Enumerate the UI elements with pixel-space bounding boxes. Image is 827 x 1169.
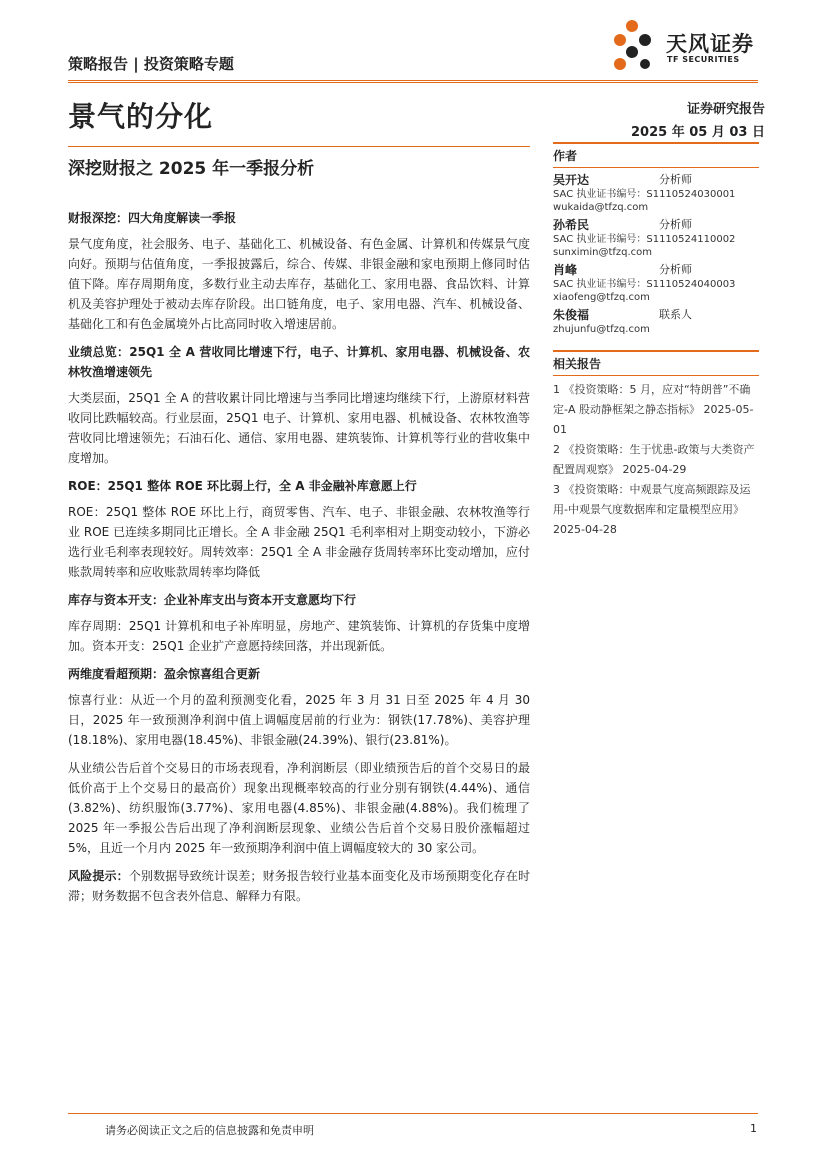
author-name: 肖峰: [553, 263, 578, 277]
logo-mark-icon: [612, 18, 664, 76]
author-card: [553, 172, 759, 214]
author-email[interactable]: wukaida@tfzq.com: [553, 202, 649, 213]
authors-heading: 作者: [553, 142, 759, 168]
author-role: 联系人: [659, 308, 692, 321]
section-paragraph: 景气度角度，社会服务、电子、基础化工、机械设备、有色金属、计算机和传媒景气度向好。预期与估值角度，一季报披露后，综合、传媒、非银金融和家电预期上修同时估值下降。库存周期角度，多数行业主动去库存，基础化工、家用电器、食品饮料、计算机及美容护理处于被动去库存阶段。出口链角度，电子、家用电器、汽车、机械设备、基础化工和有色金属境外占比高同时收入增速居前。: [68, 237, 530, 331]
risk-text: 个别数据导致统计误差；财务报告较行业基本面变化及市场预期变化存在时滞；财务数据不包含表外信息、解释力有限。: [68, 869, 530, 903]
subtitle-divider: [68, 146, 530, 147]
author-name: 吴开达: [553, 173, 590, 187]
author-name: 朱俊福: [553, 308, 590, 322]
section-paragraph: 从业绩公告后首个交易日的市场表现看，净利润断层（即业绩预告后的首个交易日的最低价高于上个交易日的最高价）现象出现概率较高的行业分别有钢铁(4.44%)、通信(3.82%)、纺织服饰(3.77%)、家用电器(4.85%)、非银金融(4.88%)。我们梳理了 2025 年一季报公告后出现了净利润断层现象、业绩公告后首个交易日股价涨幅超过 5%，且近一个月内 2025 年一致预期净利润中值上调幅度较大的 30 家公司。: [68, 761, 530, 855]
report-category: 策略报告 | 投资策略专题: [68, 55, 234, 73]
author-cert: SAC 执业证书编号：S1110524110002: [553, 234, 736, 245]
section-paragraph: 库存周期：25Q1 计算机和电子补库明显，房地产、建筑装饰、计算机的存货集中度增加。资本开支：25Q1 企业扩产意愿持续回落，并出现新低。: [68, 619, 530, 653]
header-divider-secondary: [68, 82, 758, 83]
report-date: 2025 年 05 月 03 日: [631, 125, 765, 140]
report-type: 证券研究报告: [686, 102, 765, 117]
related-report-link[interactable]: 3 《投资策略：中观景气度高频跟踪及运用-中观景气度数据库和定量模型应用》 2025-04-28: [553, 483, 751, 536]
sidebar: [553, 142, 759, 540]
author-card: [553, 262, 759, 304]
section-1: [68, 208, 530, 334]
logo-subtitle: TF SECURITIES: [667, 55, 740, 64]
section-heading: 两维度看超预期：盈余惊喜组合更新: [68, 667, 261, 681]
author-role: 分析师: [659, 173, 692, 186]
footer-divider: [68, 1113, 758, 1114]
section-paragraph: 惊喜行业：从近一个月的盈利预测变化看，2025 年 3 月 31 日至 2025 年 4 月 30 日，2025 年一致预测净利润中值上调幅度居前的行业为：钢铁(17.78%)、美容护理(18.18%)、家用电器(18.45%)、非银金融(24.39%)、银行(23.81%)。: [68, 693, 530, 747]
section-paragraph: ROE：25Q1 整体 ROE 环比上行，商贸零售、汽车、电子、非银金融、农林牧渔等行业 ROE 已连续多期同比正增长。全 A 非金融 25Q1 毛利率相对上期变动较小，下游必选行业毛利率表现较好。周转效率：25Q1 全 A 非金融存货周转率环比变动增加，应付账款周转率和应收账款周转率均降低: [68, 505, 530, 579]
logo-name: 天风证券: [666, 32, 754, 56]
risk-warning: [68, 866, 530, 906]
author-cert: SAC 执业证书编号：S1110524040003: [553, 279, 736, 290]
section-heading: ROE：25Q1 整体 ROE 环比弱上行，全 A 非金融补库意愿上行: [68, 479, 417, 493]
section-2: [68, 342, 530, 468]
section-heading: 业绩总览：25Q1 全 A 营收同比增速下行，电子、计算机、家用电器、机械设备、农林牧渔增速领先: [68, 345, 530, 379]
section-3: [68, 476, 530, 582]
author-email[interactable]: sunximin@tfzq.com: [553, 247, 653, 258]
author-role: 分析师: [659, 263, 692, 276]
section-4: [68, 590, 530, 656]
section-paragraph: 大类层面，25Q1 全 A 的营收累计同比增速与当季同比增速均继续下行，上游原材料营收同比跌幅较高。行业层面，25Q1 电子、计算机、家用电器、机械设备、农林牧渔等营收同比增速领先；石油石化、通信、家用电器、建筑装饰、计算机等行业的营收集中度增加。: [68, 391, 530, 465]
author-email[interactable]: zhujunfu@tfzq.com: [553, 324, 650, 335]
author-card: [553, 217, 759, 259]
risk-label: 风险提示：: [68, 869, 129, 883]
main-content: [68, 208, 530, 914]
section-5: [68, 664, 530, 858]
footer-disclaimer: 请务必阅读正文之后的信息披露和免责申明: [105, 1124, 314, 1137]
page-number: 1: [750, 1122, 757, 1135]
author-cert: SAC 执业证书编号：S1110524030001: [553, 189, 736, 200]
related-report-link[interactable]: 1 《投资策略：5 月，应对“特朗普”不确定-A 股动静框架之静态指标》 2025-05-01: [553, 383, 754, 436]
page-title: 景气的分化: [68, 100, 214, 133]
author-email[interactable]: xiaofeng@tfzq.com: [553, 292, 650, 303]
section-heading: 财报深挖：四大角度解读一季报: [68, 211, 237, 225]
related-heading: 相关报告: [553, 350, 759, 376]
author-role: 分析师: [659, 218, 692, 231]
related-reports: [553, 350, 759, 540]
section-heading: 库存与资本开支：企业补库支出与资本开支意愿均下行: [68, 593, 357, 607]
author-name: 孙希民: [553, 218, 590, 232]
related-report-link[interactable]: 2 《投资策略：生于忧患-政策与大类资产配置周观察》 2025-04-29: [553, 443, 755, 476]
author-card: [553, 307, 759, 336]
page-subtitle: 深挖财报之 2025 年一季报分析: [68, 159, 315, 179]
header-divider: [68, 80, 758, 81]
